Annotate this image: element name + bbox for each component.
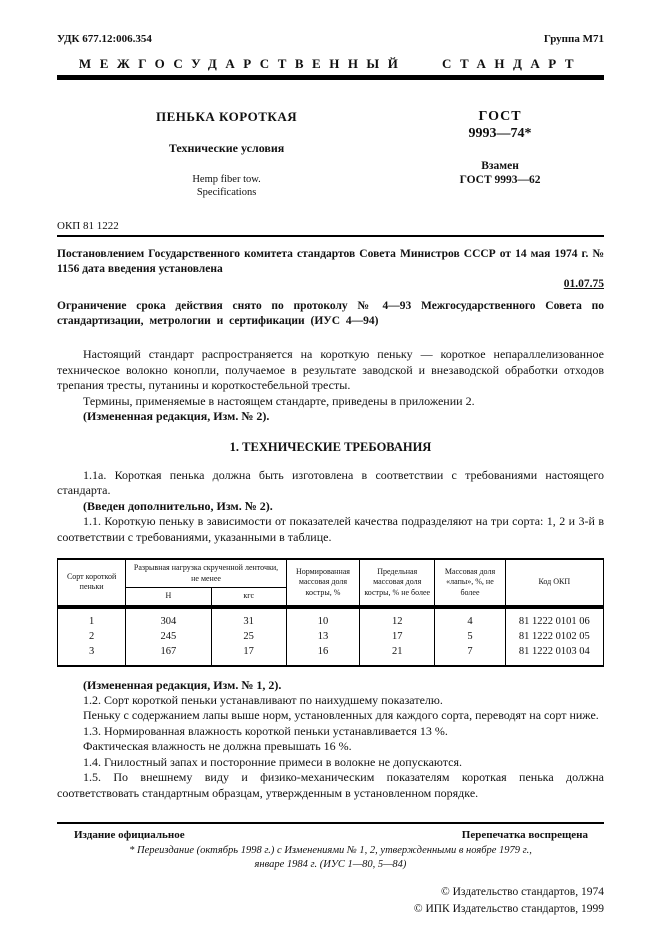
grades-table-header	[58, 559, 604, 607]
gost-number: 9993—74*	[468, 126, 532, 141]
table-row	[58, 644, 604, 666]
cell-normalized-shive: 13	[286, 629, 359, 644]
cell-load-n: 304	[126, 607, 211, 629]
cell-lapa: 5	[435, 629, 505, 644]
clause-1-3: 1.3. Нормированная влажность короткой пеньки устанавливается 13 %.	[83, 723, 448, 738]
replaces-block	[396, 159, 604, 187]
clause-1-5: 1.5. По внешнему виду и физико-механическим показателям короткая пенька должна соответствовать стандартным образцам, утвержденным в установленном порядке.	[57, 770, 604, 800]
reissue-line2: январе 1984 г. (ИУС 1—80, 5—84)	[254, 859, 407, 870]
udk-code: УДК 677.12:006.354	[57, 33, 152, 45]
col-subheader-newton: Н	[126, 588, 211, 607]
title-right-column	[396, 109, 604, 199]
official-edition-label: Издание официальное	[74, 829, 185, 841]
limitation-paragraph: Ограничение срока действия снято по протоколу № 4—93 Межгосударственного Совета по стандартизации, метрологии и сертификации (ИУС 4—94)	[57, 300, 604, 327]
amended-note-2: (Измененная редакция, Изм. № 1, 2).	[83, 677, 282, 692]
group-code: Группа М71	[543, 33, 604, 45]
effective-date-line	[57, 278, 604, 290]
col-header-breaking-load: Разрывная нагрузка скрученной ленточки, не менее	[126, 559, 287, 588]
title-en-line1: Hemp fiber tow.	[192, 174, 261, 185]
clause-1-1a: 1.1а. Короткая пенька должна быть изготовлена в соответствии с требованиями настоящего стандарта.	[57, 467, 604, 497]
cell-limit-shive: 12	[360, 607, 435, 629]
top-classification-row	[57, 33, 604, 45]
okp-code: ОКП 81 1222	[57, 220, 119, 232]
cell-load-kgf: 31	[211, 607, 286, 629]
clause-1-2: 1.2. Сорт короткой пеньки устанавливают по наихудшему показателю.	[83, 692, 443, 707]
reissue-line1: * Переиздание (октябрь 1998 г.) с Изменениями № 1, 2, утвержденными в ноябре 1979 г.,	[129, 845, 532, 856]
col-subheader-kgf: кгс	[211, 588, 286, 607]
col-header-grade: Сорт короткой пеньки	[58, 559, 126, 607]
col-header-lapa-share: Массовая доля «лапы», %, не более	[435, 559, 505, 607]
no-reprint-label: Перепечатка воспрещена	[461, 829, 588, 841]
table-row	[58, 607, 604, 629]
footer-rule	[57, 822, 604, 824]
cell-lapa: 4	[435, 607, 505, 629]
cell-grade: 2	[58, 629, 126, 644]
cell-limit-shive: 21	[360, 644, 435, 666]
cell-limit-shive: 17	[360, 629, 435, 644]
title-en-line2: Specifications	[196, 187, 257, 198]
gost-label: ГОСТ	[478, 109, 522, 124]
copyright-block	[57, 884, 604, 918]
intro-amended-note: (Измененная редакция, Изм. № 2).	[83, 409, 270, 423]
replaces-value: ГОСТ 9993—62	[459, 174, 541, 186]
cell-load-n: 245	[126, 629, 211, 644]
cell-normalized-shive: 10	[286, 607, 359, 629]
document-subtitle: Технические условия	[168, 141, 285, 155]
cell-lapa: 7	[435, 644, 505, 666]
cell-okp: 81 1222 0102 05	[505, 629, 603, 644]
introduced-note: (Введен дополнительно, Изм. № 2).	[83, 498, 273, 513]
replaces-label: Взамен	[481, 160, 519, 172]
cell-okp: 81 1222 0103 04	[505, 644, 603, 666]
clause-1-3b: Фактическая влажность не должна превышать 16 %.	[83, 739, 352, 753]
intro-paragraph-2: Термины, применяемые в настоящем стандарте, приведены в приложении 2.	[83, 393, 475, 408]
title-block	[57, 109, 604, 199]
cell-load-n: 167	[126, 644, 211, 666]
grades-table	[57, 558, 604, 667]
clause-1-4: 1.4. Гнилостный запах и посторонние примеси в волокне не допускаются.	[83, 754, 462, 769]
okp-rule	[57, 235, 604, 237]
title-left-column	[57, 109, 396, 199]
cell-grade: 3	[58, 644, 126, 666]
col-header-normalized-shive: Нормированная массовая доля костры, %	[286, 559, 359, 607]
copyright-1999: © ИПК Издательство стандартов, 1999	[413, 903, 604, 915]
cell-load-kgf: 25	[211, 629, 286, 644]
section-1-heading: 1. ТЕХНИЧЕСКИЕ ТРЕБОВАНИЯ	[229, 439, 432, 454]
copyright-1974: © Издательство стандартов, 1974	[440, 886, 604, 898]
cell-okp: 81 1222 0101 06	[505, 607, 603, 629]
col-header-limit-shive: Предельная массовая доля костры, % не более	[360, 559, 435, 607]
grades-table-body	[58, 607, 604, 666]
cell-grade: 1	[58, 607, 126, 629]
document-title: ПЕНЬКА КОРОТКАЯ	[156, 109, 298, 124]
standard-kind-title: МЕЖГОСУДАРСТВЕННЫЙ СТАНДАРТ	[78, 56, 583, 71]
table-row	[58, 629, 604, 644]
document-title-english	[57, 173, 396, 199]
reissue-note	[57, 844, 604, 872]
effective-date: 01.07.75	[563, 278, 604, 290]
decree-paragraph: Постановлением Государственного комитета стандартов Совета Министров СССР от 14 мая 1974 г. № 1156 дата введения установлена	[57, 248, 604, 275]
header-rule	[57, 75, 604, 80]
clause-1-1: 1.1. Короткую пеньку в зависимости от показателей качества подразделяют на три сорта: 1, 2 и 3-й в соответствии с требованиями, указанными в таблице.	[57, 514, 604, 544]
intro-paragraph-1: Настоящий стандарт распространяется на короткую пеньку — короткое непараллелизованное техническое волокно конопли, получаемое в результате заводской и внезаводской обработки отходов трепания тресты, путанины и короткостебельной тресты.	[57, 347, 604, 392]
cell-normalized-shive: 16	[286, 644, 359, 666]
cell-load-kgf: 17	[211, 644, 286, 666]
footer-row	[57, 829, 604, 841]
col-header-okp-code: Код ОКП	[505, 559, 603, 607]
clause-1-2b: Пеньку с содержанием лапы выше норм, установленных для каждого сорта, переводят на сорт ниже.	[83, 708, 599, 722]
